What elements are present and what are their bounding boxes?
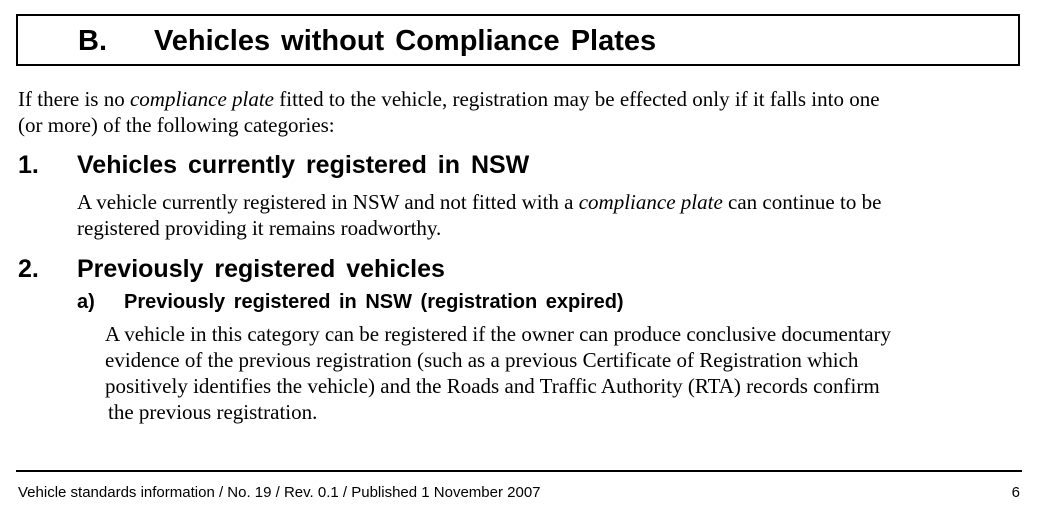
section-1-line-2: registered providing it remains roadworthy. <box>77 216 442 240</box>
section-letter: B. <box>78 25 107 57</box>
subsection-a-title: Previously registered in NSW (registration expired) <box>124 291 624 313</box>
footer-divider <box>16 470 1022 472</box>
section-2-number: 2. <box>18 255 39 283</box>
section-1-italic-term: compliance plate <box>578 190 723 214</box>
subsection-a-label: a) <box>77 291 95 313</box>
section-2-title: Previously registered vehicles <box>77 255 445 283</box>
intro-line-1: If there is no compliance plate fitted to the vehicle, registration may be effected only if it falls into one <box>18 87 880 111</box>
section-1-body <box>77 189 881 241</box>
section-1-number: 1. <box>18 151 39 179</box>
section-1-line-1: A vehicle currently registered in NSW and not fitted with a compliance plate can continue to be <box>77 190 882 214</box>
section-title: Vehicles without Compliance Plates <box>154 25 657 57</box>
subsection-a-line: the previous registration. <box>108 400 318 424</box>
intro-line-2: (or more) of the following categories: <box>18 113 335 137</box>
footer-info: Vehicle standards information / No. 19 / Rev. 0.1 / Published 1 November 2007 <box>18 484 541 501</box>
section-1-title: Vehicles currently registered in NSW <box>77 151 530 179</box>
subsection-a-line: A vehicle in this category can be registered if the owner can produce conclusive documentary <box>105 322 892 346</box>
intro-italic-term: compliance plate <box>129 87 275 111</box>
intro-paragraph <box>18 86 880 138</box>
subsection-a-line: positively identifies the vehicle) and the Roads and Traffic Authority (RTA) records confirm <box>105 374 880 398</box>
subsection-a-line: evidence of the previous registration (such as a previous Certificate of Registration which <box>105 348 859 372</box>
page-number: 6 <box>1011 484 1020 501</box>
subsection-a-body <box>105 321 891 425</box>
section-heading-box <box>16 14 1020 66</box>
